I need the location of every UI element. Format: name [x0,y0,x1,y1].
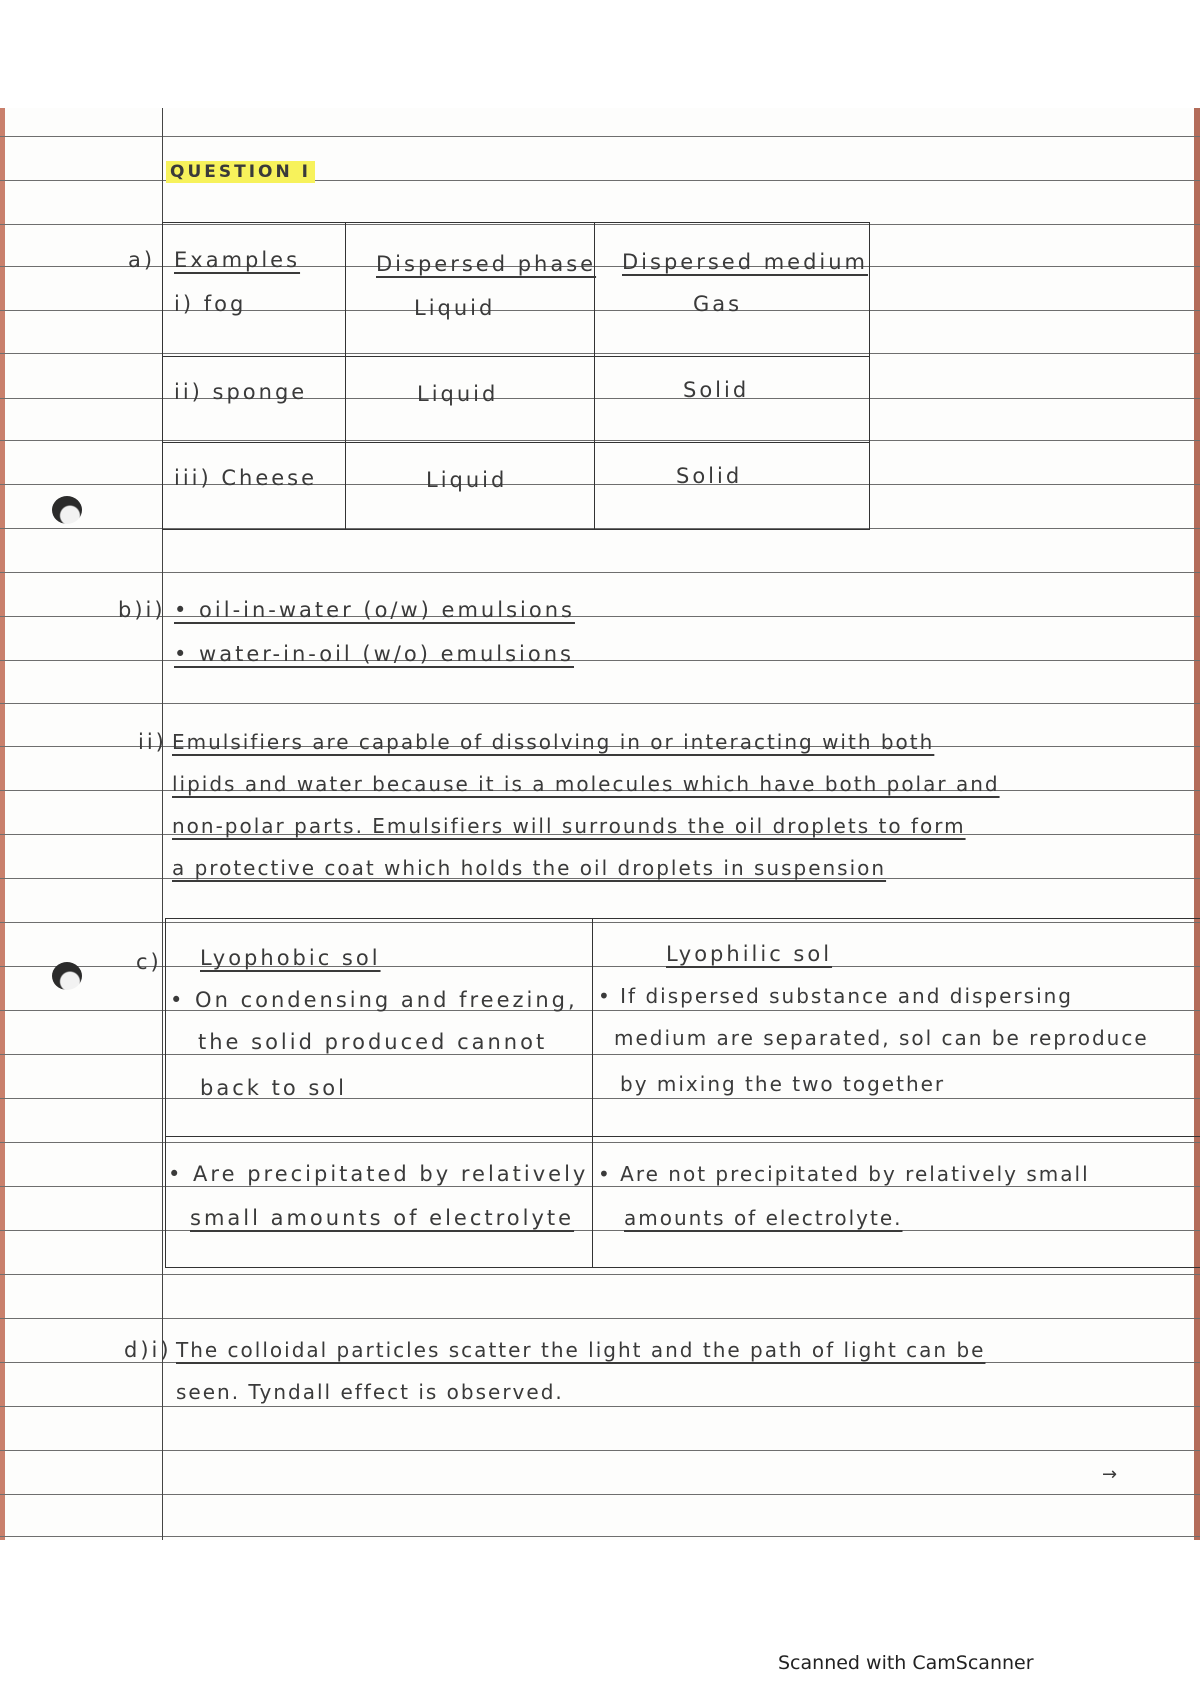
ruled-line [0,703,1200,704]
part-b-ii-label: ii) [138,730,167,754]
b-bullet-oil-in-water: • oil-in-water (o/w) emulsions [174,598,575,622]
ruled-line [0,1536,1200,1537]
part-b-label: b)i) [118,598,166,622]
example-fog: i) fog [174,292,247,316]
phase-cheese: Liquid [426,468,508,492]
continue-arrow: → [1102,1464,1118,1485]
ruled-line [0,1450,1200,1451]
lyophilic-point1-line: • If dispersed substance and dispersing [598,984,1073,1008]
header-dispersed-medium: Dispersed medium [622,250,869,274]
part-a-label: a) [128,248,156,272]
b-ii-line: Emulsifiers are capable of dissolving in or interacting with both [172,730,935,754]
lyophobic-point1-line: the solid produced cannot [198,1030,548,1054]
header-dispersed-phase: Dispersed phase [376,252,597,276]
ruled-line [0,1362,1200,1363]
ruled-line [0,1274,1200,1275]
lyophilic-point2-line: amounts of electrolyte. [624,1206,903,1230]
example-sponge: ii) sponge [174,380,308,404]
part-c-label: c) [136,950,162,974]
b-ii-line: a protective coat which holds the oil droplets in suspension [172,856,887,880]
lyophobic-point1-line: back to sol [200,1076,347,1100]
medium-sponge: Solid [683,378,750,402]
phase-fog: Liquid [414,296,496,320]
ruled-line [0,572,1200,573]
b-ii-line: lipids and water because it is a molecules which have both polar and [172,772,1000,796]
lyophobic-point1-line: • On condensing and freezing, [170,988,578,1012]
d-line: seen. Tyndall effect is observed. [176,1380,564,1404]
table-divider [592,918,593,1268]
b-ii-line: non-polar parts. Emulsifiers will surrounds the oil droplets to form [172,814,966,838]
ruled-line [0,1318,1200,1319]
question-heading [166,158,315,182]
page-edge-right [1194,108,1200,1540]
header-examples: Examples [174,248,301,272]
medium-fog: Gas [693,292,743,316]
header-lyophobic: Lyophobic sol [200,946,381,970]
table-divider [345,222,346,530]
punch-hole [52,962,82,990]
example-cheese: iii) Cheese [174,466,318,490]
medium-cheese: Solid [676,464,743,488]
ruled-line [0,1406,1200,1407]
table-divider [165,1136,1200,1137]
lyophilic-point1-line: medium are separated, sol can be reproduce [614,1026,1149,1050]
lyophobic-point2-line: • Are precipitated by relatively [168,1162,589,1186]
ruled-line [0,136,1200,137]
lyophilic-point1-line: by mixing the two together [620,1072,946,1096]
page-edge-left [0,108,5,1540]
lyophilic-point2-line: • Are not precipitated by relatively small [598,1162,1090,1186]
d-line: The colloidal particles scatter the light and the path of light can be [176,1338,986,1362]
table-divider [162,442,870,443]
header-lyophilic: Lyophilic sol [666,942,833,966]
phase-sponge: Liquid [417,382,499,406]
table-divider [162,356,870,357]
part-d-label: d)i) [124,1338,172,1362]
b-bullet-water-in-oil: • water-in-oil (w/o) emulsions [174,642,574,666]
question-heading-text: QUESTION I [166,161,315,183]
punch-hole [52,496,82,524]
scanner-watermark: Scanned with CamScanner [778,1652,1034,1674]
lyophobic-point2-line: small amounts of electrolyte [190,1206,575,1230]
ruled-line [0,1494,1200,1495]
